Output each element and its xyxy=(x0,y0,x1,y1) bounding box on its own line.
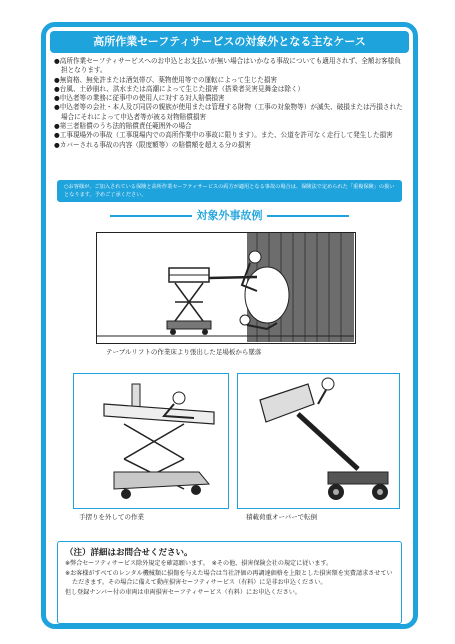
case-item: ●台風、土砂崩れ、洪水または高潮によって生じた損害（搭乗者災害見舞金は除く） xyxy=(54,84,305,93)
examples-title-text: 対象外事故例 xyxy=(196,209,263,222)
details-box xyxy=(57,541,402,624)
case-item: ●申込者等の業務に従事中の使用人に対する対人賠償損害 xyxy=(54,94,225,103)
details-note: ※弊合セーフティサービス除外規定を確認願います。 ※その他、損害保険会社の規定に従います。 xyxy=(65,560,333,567)
overturn-illustration-graphic xyxy=(238,374,398,507)
case-item: ●高所作業セーフティサービスへのお申込とお支払いが無い場合はいかなる事故についても適用されず、全額お客様負担となります。 xyxy=(54,57,401,75)
title-rule-right xyxy=(267,215,349,217)
caption-overload-overturn: 積載荷重オーバーで転倒 xyxy=(246,513,318,521)
title-rule-left xyxy=(110,215,192,217)
duplicate-insurance-notice: ○お客様が、ご加入されている保険と高所作業セーフティサービスの両方が適用となる事故の場合は、保険法で定められた「重複保険」の扱いとなります。予めご了承ください。 xyxy=(57,180,402,202)
exclusion-case-list xyxy=(54,57,407,150)
details-note: 但し登録ナンバー付の車両は車両損害セーフティサービス（有料）にお申込ください。 xyxy=(65,588,301,596)
illustration-overload-overturn xyxy=(237,373,400,509)
case-item: ●第三者賠償のうち法的賠償責任範囲外の場合 xyxy=(54,122,192,131)
caption-handrail-removed: 手摺りを外しての作業 xyxy=(79,513,144,521)
case-item: ●工事現場外の事故（工事現場内での高所作業中の事故に限ります）。また、公道を許可なく走行して発生した損害 xyxy=(54,131,393,140)
handrail-illustration-graphic xyxy=(74,374,227,507)
case-item: ●申込者等の会社・本人及び同居の親族が使用または管理する財物（工事の対象物等）が滅失、破損または汚損された場合にそれによって申込者等が被る対物賠償損害 xyxy=(54,103,403,121)
caption-fall-from-scaffold: テーブルリフトの作業床より張出した足場板から墜落 xyxy=(106,348,262,356)
examples-section-title xyxy=(50,206,409,226)
details-note: ※お客様がすべてのレンタル機械類に損傷を与えた場合は当社評価の再調達価格を上限とした損害額を実費請求させていただきます。その場合に備えて動産損害セーフティサービス（有料）に是非お申込ください。 xyxy=(65,569,393,586)
illustration-handrail-removed xyxy=(73,373,229,509)
illustration-fall-from-scaffold xyxy=(96,232,356,344)
fall-illustration-graphic xyxy=(97,233,354,342)
page-header: 高所作業セーフティサービスの対象外となる主なケース xyxy=(50,31,409,53)
details-notes xyxy=(65,559,398,597)
case-item: ●無資格、無免許または酒気帯び、薬物使用等での運転によって生じた損害 xyxy=(54,75,278,84)
case-item: ●カバーされる事故の内容（限度額等）の賠償額を超える分の損害 xyxy=(54,140,251,149)
details-title: （注）詳細はお問合せください。 xyxy=(65,548,193,558)
